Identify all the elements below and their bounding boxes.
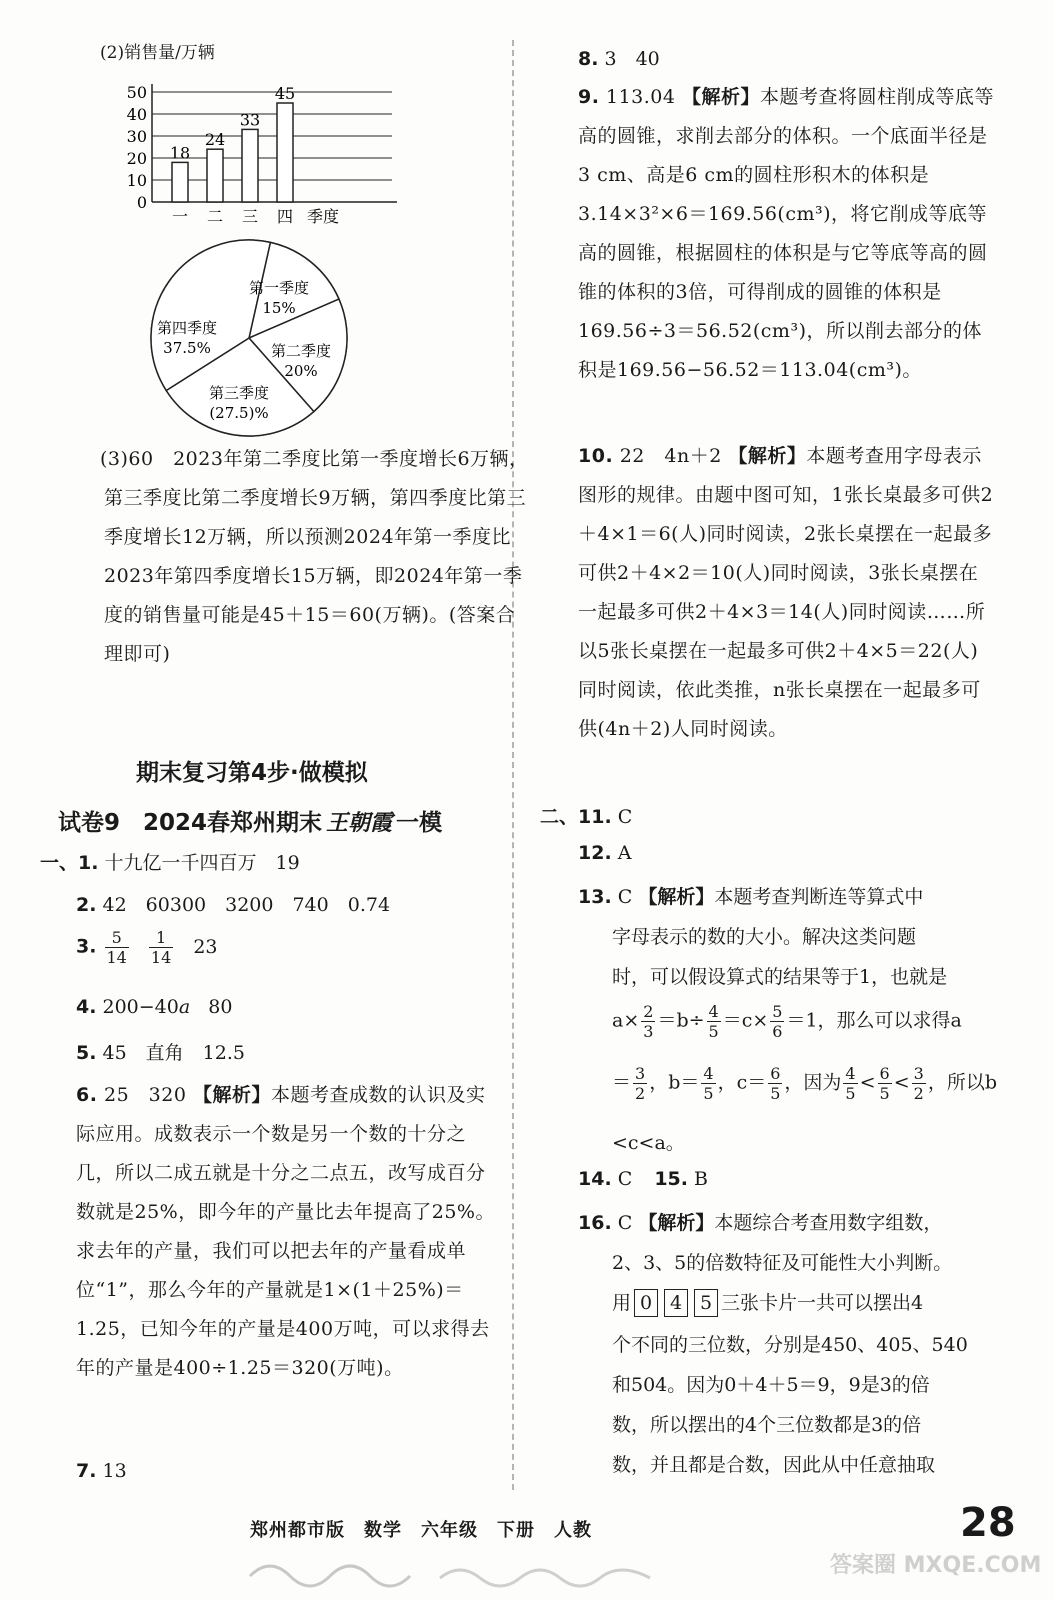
q9-label: 9. [578,86,600,108]
bar-value-label: 33 [239,110,261,130]
q1-text: 十九亿一千四百万 19 [104,852,300,874]
pie-slice-value: 20% [284,362,318,380]
pie-chart [145,238,385,458]
q10-head: 22 4n＋2 [619,445,722,467]
q6-head: 25 320 [104,1084,187,1106]
q13-eq-b: ＝b÷ [657,1009,705,1032]
q16-cards-line [612,1288,923,1317]
bar-value-label: 18 [169,143,191,163]
q16-text-6: 数，所以摆出的4个三位数都是3的倍 [612,1414,922,1436]
q7-text: 13 [102,1460,127,1482]
pie-slice-value: 15% [262,299,296,317]
q9-answer [578,78,996,390]
q13-tag: 【解析】 [638,886,715,908]
q9-tag: 【解析】 [682,86,761,108]
x-axis-label: 季度 [307,207,340,226]
x-tick-label: 三 [241,207,259,226]
q9-head: 113.04 [606,86,676,108]
q2-text: 42 60300 3200 740 0.74 [102,894,391,916]
q14-text: C [617,1168,633,1190]
q7-answer [76,1460,127,1482]
footer-decoration [250,1556,670,1596]
q16-label: 16. [578,1212,612,1234]
q2-label: 2. [76,894,97,916]
q13-line-1 [578,882,923,909]
bar-三 [242,129,258,202]
q5-answer [76,1038,245,1065]
paper-title-suffix: 一模 [396,810,443,836]
bar-四 [277,103,293,202]
q4-var: a [178,996,191,1018]
pie-slice-label: 第四季度 [156,319,218,337]
q5-label: 5. [76,1042,97,1064]
q13-cmp-frac-1: $\frac{4}{5}$ [845,1064,856,1103]
q12-text: A [617,842,632,864]
q5-text: 45 直角 12.5 [102,1042,245,1064]
q16-text-7: 数，并且都是合数，因此从中任意抽取 [612,1454,936,1476]
q10-label: 10. [578,445,614,467]
q11-answer [540,802,632,829]
q13-conclusion: <c<a。 [612,1132,685,1154]
q16-head: C [617,1212,633,1234]
q4-value: 80 [208,996,233,1018]
bar-value-label: 45 [274,84,296,103]
q13-res-frac-3: $\frac{6}{5}$ [770,1064,781,1103]
bar-value-label: 24 [204,130,226,150]
q15-label: 15. [654,1168,688,1190]
q13-text-3: 时，可以假设算式的结果等于1，也就是 [612,966,948,988]
q13-text-2: 字母表示的数的大小。解决这类问题 [612,926,917,948]
y-tick-label: 30 [126,127,147,146]
q4-label: 4. [76,996,97,1018]
pie-slice-label: 第一季度 [248,279,310,297]
q13-cmp-frac-2: $\frac{6}{5}$ [879,1064,890,1103]
q13-frac-3: $\frac{5}{6}$ [772,1002,783,1041]
q4-answer [76,996,232,1018]
q4-expr: 200−40 [102,996,179,1018]
paper-title [58,804,442,837]
x-tick-label: 四 [276,207,294,226]
q2-part3-answer: (3)60 2023年第二季度比第一季度增长6万辆，第三季度比第二季度增长9万辆，第四季度比第三季度增长12万辆，所以预测2024年第一季度比2023年第四季度增长15万辆，即2024年第一季度的销售量可能是45＋15＝60(万辆)。(答案合理即可) [100,448,529,665]
y-tick-label: 40 [126,105,147,124]
pie-slice-label: 第三季度 [208,384,270,402]
q3-fraction-2: $\frac{1}{14}$ [150,928,172,967]
y-tick-label: 50 [126,83,147,102]
pie-slice-label: 第二季度 [270,342,332,360]
q13-text-1: 本题考查判断连等算式中 [714,886,924,908]
x-tick-label: 一 [171,207,189,226]
bar-一 [172,162,188,202]
q12-answer [578,842,631,864]
page-number: 28 [960,1500,1016,1546]
q14-label: 14. [578,1168,612,1190]
q11-text: C [617,806,633,828]
q13-eq-c: ＝c× [722,1009,769,1032]
q10-body: 本题考查用字母表示图形的规律。由题中图可知，1张长桌最多可供2＋4×1＝6(人)同时阅读，2张长桌摆在一起最多可供2＋4×2＝10(人)同时阅读，3张长桌摆在一起最多可供2＋4×3＝14(人)同时阅读……所以5张长桌摆在一起最多可供2＋4×5＝22(人)同时阅读，依此类推，n张长桌摆在一起最多可供(4n＋2)人同时阅读。 [578,445,994,740]
q13-eq-a: a× [612,1009,640,1032]
q15-text: B [694,1168,708,1190]
q8-label: 8. [578,48,599,70]
q16-text-5: 和504。因为0＋4＋5＝9，9是3的倍 [612,1374,930,1396]
q3-answer [76,928,218,967]
q3-fraction-1: $\frac{5}{14}$ [106,928,127,967]
column-divider [512,40,514,1490]
q8-answer [578,44,660,71]
pie-slice-value: 37.5% [163,339,211,357]
q10-tag: 【解析】 [728,445,807,467]
bar-chart-ylabel: (2)销售量/万辆 [100,43,215,63]
q16-line-1 [578,1208,942,1235]
q16-use: 用 [612,1292,632,1314]
section-title: 期末复习第4步·做模拟 [136,760,368,786]
digit-card-5: 5 [694,1289,718,1317]
q13-eq-d: ＝1，那么可以求得a [786,1009,962,1032]
q16-text-2: 2、3、5的倍数特征及可能性大小判断。 [612,1252,953,1274]
q13-equation [612,1002,962,1041]
q13-results: ＝ $\frac{3}{2}$ ，b＝ $\frac{4}{5}$ ，c＝ $\frac{6}{5}$ ，因为 $\frac{4}{5}$ < $\frac{6}{5}$ < $\frac{3}{2}$ ，所以b [612,1064,997,1103]
y-tick-label: 10 [126,171,147,190]
q13-frac-1: $\frac{2}{3}$ [643,1002,654,1041]
q7-label: 7. [76,1460,97,1482]
q14-15-answer [578,1168,708,1190]
digit-card-0: 0 [634,1289,658,1317]
page-footer [0,1500,1053,1600]
q8-text: 3 40 [604,48,660,70]
bar-chart [126,62,530,242]
q6-tag: 【解析】 [193,1084,272,1106]
q13-res-frac-2: $\frac{4}{5}$ [703,1064,714,1103]
q10-answer [578,437,996,749]
q13-cmp-frac-3: $\frac{3}{2}$ [913,1064,924,1103]
y-tick-label: 0 [136,193,147,212]
q16-text-3: 三张卡片一共可以摆出4 [721,1292,924,1314]
q13-head: C [617,886,633,908]
q2-answer [76,890,390,917]
y-tick-label: 20 [126,149,147,168]
q3-tail: 23 [193,935,218,958]
watermark: 答案圈 MXQE.COM [830,1553,1042,1578]
q9-body: 本题考查将圆柱削成等底等高的圆锥，求削去部分的体积。一个底面半径是3 cm、高是6 cm的圆柱形积木的体积是3.14×3²×6＝169.56(cm³)，将它削成等底等高的圆锥，根据圆柱的体积是与它等底等高的圆锥的体积的3倍，可得削成的圆锥的体积是169.56÷3＝56.52(cm³)，所以削去部分的体积是169.56−56.52＝113.04(cm³)。 [578,86,995,381]
x-tick-label: 二 [206,207,224,226]
q16-tag: 【解析】 [638,1212,715,1234]
q16-text-4: 个不同的三位数，分别是450、405、540 [612,1334,968,1356]
pie-slice-value: (27.5)% [209,404,269,422]
q6-body: 本题考查成数的认识及实际应用。成数表示一个数是另一个数的十分之几，所以二成五就是十分之二点五，改写成百分数就是25%，即今年的产量比去年提高了25%。求去年的产量，我们可以把去年的产量看成单位“1”，那么今年的产量就是1×(1＋25%)＝1.25，已知今年的产量是400万吨，可以求得去年的产量是400÷1.25＝320(万吨)。 [76,1084,495,1379]
q11-label: 二、11. [540,806,612,828]
q1-answer [40,848,300,875]
q1-label: 一、1. [40,852,99,874]
q6-answer [76,1076,496,1388]
signature-text: 王朝霞 [326,810,393,836]
q16-text-1: 本题综合考查用数字组数， [714,1212,943,1234]
q13-frac-2: $\frac{4}{5}$ [708,1002,719,1041]
paper-title-text: 试卷9 2024春郑州期末 [58,810,323,836]
q3-label: 3. [76,935,97,958]
footer-text: 郑州都市版 数学 六年级 下册 人教 [250,1520,592,1541]
bar-二 [207,149,223,202]
digit-card-4: 4 [664,1289,688,1317]
q13-label: 13. [578,886,612,908]
q12-label: 12. [578,842,612,864]
q13-res-frac-1: $\frac{3}{2}$ [635,1064,646,1103]
q6-label: 6. [76,1084,98,1106]
